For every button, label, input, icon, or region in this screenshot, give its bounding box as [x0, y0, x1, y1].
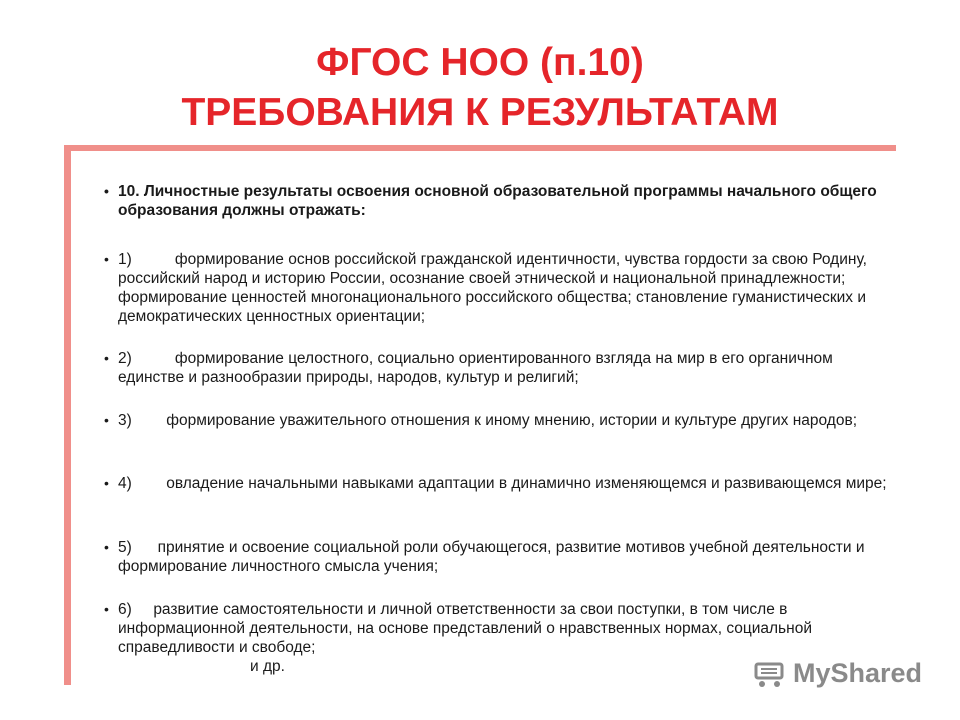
list-item [104, 538, 894, 576]
bullet: • [104, 539, 109, 555]
bullet: • [104, 601, 109, 617]
list-item [104, 600, 894, 657]
list-item [104, 411, 857, 430]
frame-left-border [64, 145, 71, 685]
list-item [104, 349, 894, 387]
bullet: • [104, 251, 109, 267]
title-line-2: ТРЕБОВАНИЯ К РЕЗУЛЬТАТАМ [181, 91, 779, 134]
list-item-text: 10. Личностные результаты освоения основной образовательной программы начального общего образования должны отражать: [118, 183, 877, 219]
watermark-logo [753, 656, 922, 690]
slide-title [0, 38, 960, 138]
watermark-text: MyShared [792, 657, 922, 688]
bullet: • [104, 350, 109, 366]
list-item-intro [104, 182, 894, 220]
frame-top-border [64, 145, 896, 151]
bullet: • [104, 475, 109, 491]
list-item-text: 4) овладение начальными навыками адаптации в динамично изменяющемся и развивающемся мире; [118, 475, 887, 492]
bullet: • [104, 183, 109, 199]
list-item-text: 1) формирование основ российской гражданской идентичности, чувства гордости за свою Родину, российский народ и историю России, осознание своей этнической и национальной принадлежности; формирование ценностей многонационального российского общества; становление гуманистических и демократических ценностных ориентации; [118, 251, 872, 325]
list-item-text: 5) принятие и освоение социальной роли обучающегося, развитие мотивов учебной деятельности и формирование личностного смысла учения; [118, 539, 869, 575]
etc-note: и др. [250, 658, 285, 675]
bullet: • [104, 412, 109, 428]
list-item [104, 474, 887, 493]
list-item-text: 3) формирование уважительного отношения к иному мнению, истории и культуре других народов; [118, 412, 857, 429]
title-line-1: ФГОС НОО (п.10) [316, 41, 644, 84]
list-item-text: 2) формирование целостного, социально ориентированного взгляда на мир в его органичном единстве и разнообразии природы, народов, культур и религий; [118, 350, 838, 386]
list-item [104, 250, 894, 326]
cart-icon [753, 656, 787, 690]
list-item-text: 6) развитие самостоятельности и личной ответственности за свои поступки, в том числе в информационной деятельности, на основе представлений о нравственных нормах, социальной справедливости и свободе; [118, 601, 817, 656]
